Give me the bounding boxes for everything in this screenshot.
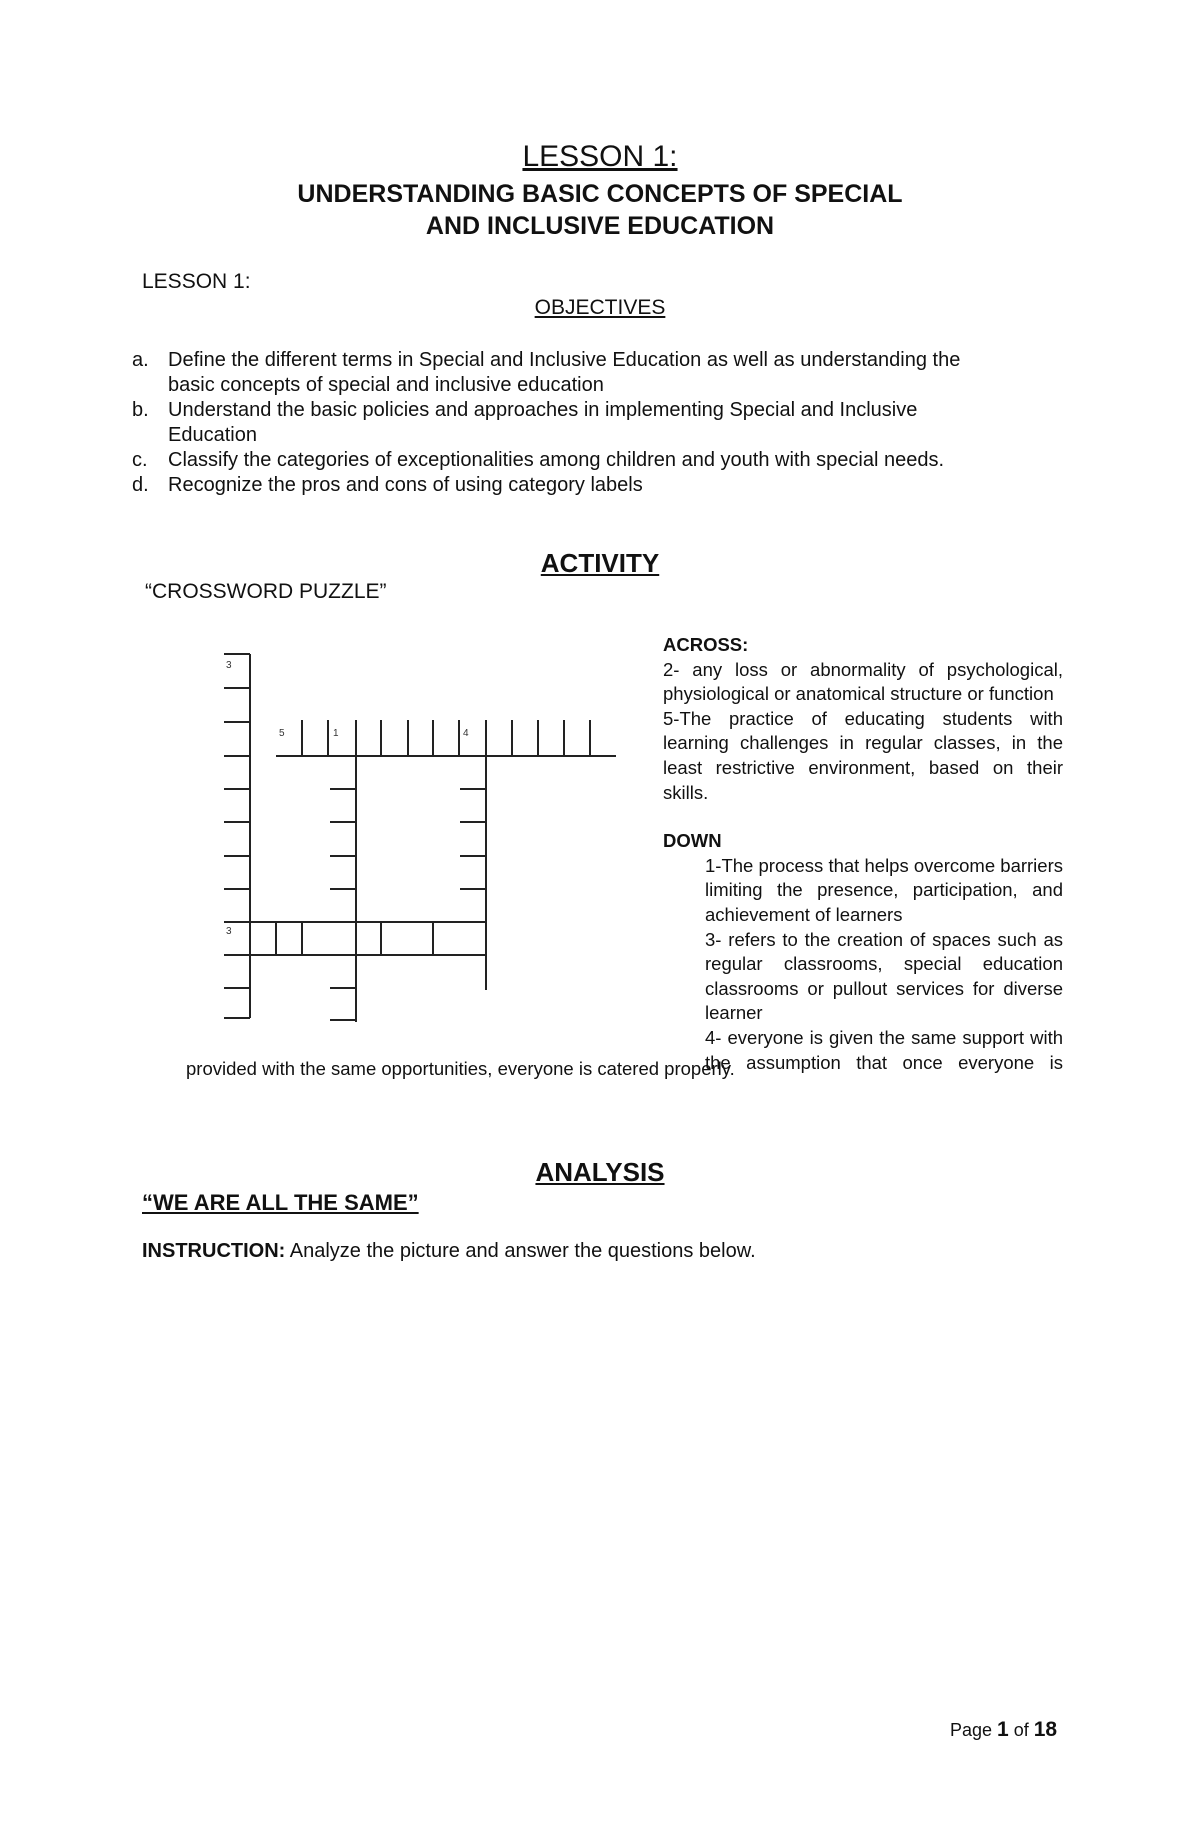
lesson-title: LESSON 1: <box>522 140 678 173</box>
objective-line: Education <box>168 424 257 446</box>
across-clue-5: 5-The practice of educating students with learning challenges in regular classes, in the least restrictive environment, based on their skills. <box>663 707 1063 803</box>
objective-letter: b. <box>132 399 149 421</box>
objective-letter: a. <box>132 349 149 371</box>
crossword-clues <box>663 633 1063 1075</box>
lesson-label: LESSON 1: <box>142 270 251 293</box>
grid-number: 1 <box>333 728 339 739</box>
grid-number: 5 <box>279 728 285 739</box>
page-number <box>950 1718 1057 1742</box>
down-clues <box>705 854 1063 1075</box>
instruction-label: INSTRUCTION: <box>142 1240 286 1262</box>
across-clue-2: 2- any loss or abnormality of psychological, physiological or anatomical structure or function <box>663 658 1063 705</box>
subtitle-line-2: AND INCLUSIVE EDUCATION <box>425 212 775 240</box>
crossword-title: “CROSSWORD PUZZLE” <box>145 580 387 603</box>
analysis-instruction <box>142 1240 756 1263</box>
page-total: 18 <box>1033 1718 1058 1741</box>
instruction-text: Analyze the picture and answer the questions below. <box>285 1240 756 1262</box>
analysis-heading: ANALYSIS <box>535 1157 665 1187</box>
objective-letter: d. <box>132 474 149 496</box>
page-current: 1 <box>997 1718 1009 1741</box>
objective-line: basic concepts of special and inclusive education <box>168 374 604 396</box>
subtitle-line-1: UNDERSTANDING BASIC CONCEPTS OF SPECIAL <box>297 180 903 208</box>
objective-line: Recognize the pros and cons of using category labels <box>168 474 643 496</box>
activity-heading: ACTIVITY <box>540 548 660 578</box>
objective-line: Understand the basic policies and approaches in implementing Special and Inclusive <box>168 399 918 421</box>
across-heading: ACROSS: <box>663 634 749 655</box>
objective-letter: c. <box>132 449 148 471</box>
analysis-subtitle: “WE ARE ALL THE SAME” <box>142 1190 419 1215</box>
grid-number: 4 <box>463 728 469 739</box>
grid-number: 3 <box>226 926 232 937</box>
objective-line: Classify the categories of exceptionalities among children and youth with special needs. <box>168 449 944 471</box>
down-clue-3: 3- refers to the creation of spaces such as regular classrooms, special education classrooms or pullout services for diverse learner <box>705 928 1063 1024</box>
down-clue-4-end: provided with the same opportunities, everyone is catered properly. <box>186 1058 735 1079</box>
down-clue-1: 1-The process that helps overcome barriers limiting the presence, participation, and achievement of learners <box>705 854 1063 925</box>
down-clue-4: 4- everyone is given the same support with the assumption that once everyone is <box>705 1026 1063 1073</box>
objectives-heading: OBJECTIVES <box>534 296 666 319</box>
page-word: Page <box>950 1720 998 1740</box>
objective-line: Define the different terms in Special and Inclusive Education as well as understanding the <box>168 349 961 371</box>
page-of: of <box>1008 1720 1034 1740</box>
down-heading: DOWN <box>663 830 722 852</box>
grid-number: 3 <box>226 660 232 671</box>
